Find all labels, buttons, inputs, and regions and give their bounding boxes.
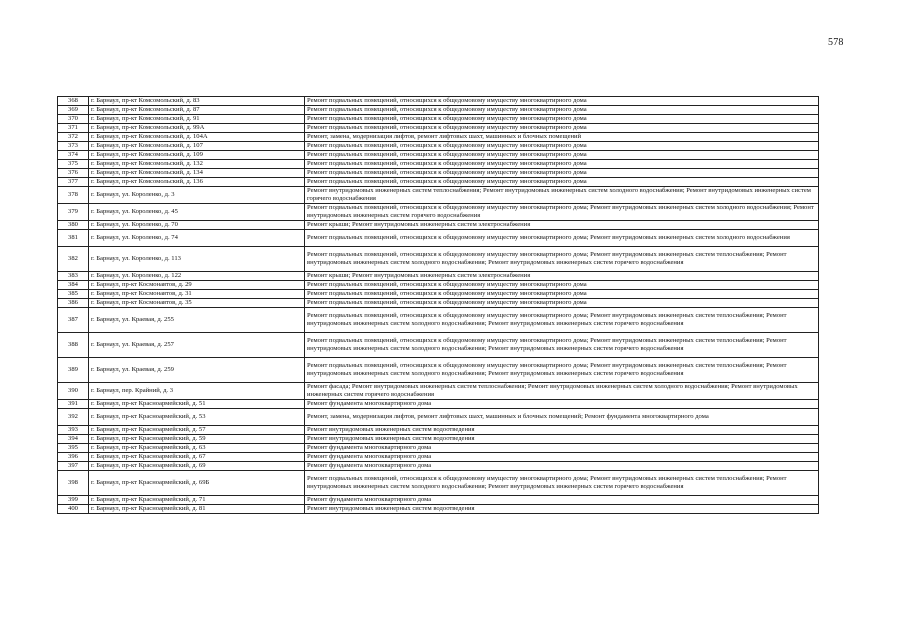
table-row [58, 169, 819, 178]
row-number: 375 [58, 160, 89, 169]
row-number: 372 [58, 133, 89, 142]
row-address: г. Барнаул, пр-кт Космонавтов, д. 35 [89, 299, 305, 308]
row-address: г. Барнаул, пр-кт Космонавтов, д. 29 [89, 281, 305, 290]
row-address: г. Барнаул, пр-кт Красноармейский, д. 69 [89, 462, 305, 471]
row-work-types: Ремонт подвальных помещений, относящихся к общедомовому имуществу многоквартирного дома; Ремонт внутридомовых инженерных систем теплоснабжения; Ремонт внутридомовых инженерных систем холодного водоснабжения; Ремонт внутридомовых инженерных систем горячего водоснабжения [305, 333, 819, 358]
row-work-types: Ремонт, замена, модернизация лифтов, ремонт лифтовых шахт, машинных и блочных помещений; Ремонт фундамента многоквартирного дома [305, 409, 819, 426]
table-row [58, 462, 819, 471]
table-row [58, 106, 819, 115]
row-number: 385 [58, 290, 89, 299]
table-row [58, 204, 819, 221]
table-row [58, 435, 819, 444]
row-work-types: Ремонт подвальных помещений, относящихся к общедомовому имуществу многоквартирного дома [305, 178, 819, 187]
table-row [58, 247, 819, 272]
row-work-types: Ремонт фундамента многоквартирного дома [305, 444, 819, 453]
row-number: 380 [58, 221, 89, 230]
repair-program-table [57, 96, 819, 514]
table-row [58, 272, 819, 281]
row-number: 387 [58, 308, 89, 333]
table-row [58, 124, 819, 133]
row-number: 384 [58, 281, 89, 290]
row-number: 391 [58, 400, 89, 409]
row-work-types: Ремонт фундамента многоквартирного дома [305, 496, 819, 505]
row-number: 400 [58, 505, 89, 514]
table-row [58, 383, 819, 400]
row-address: г. Барнаул, пр-кт Красноармейский, д. 53 [89, 409, 305, 426]
row-number: 396 [58, 453, 89, 462]
row-number: 390 [58, 383, 89, 400]
table-row [58, 221, 819, 230]
row-work-types: Ремонт подвальных помещений, относящихся к общедомовому имуществу многоквартирного дома; Ремонт внутридомовых инженерных систем теплоснабжения; Ремонт внутридомовых инженерных систем холодного водоснабжения; Ремонт внутридомовых инженерных систем горячего водоснабжения [305, 471, 819, 496]
row-address: г. Барнаул, пр-кт Красноармейский, д. 81 [89, 505, 305, 514]
row-address: г. Барнаул, ул. Короленко, д. 113 [89, 247, 305, 272]
row-address: г. Барнаул, пр-кт Комсомольский, д. 83 [89, 97, 305, 106]
row-work-types: Ремонт внутридомовых инженерных систем теплоснабжения; Ремонт внутридомовых инженерных систем холодного водоснабжения; Ремонт внутридомовых инженерных систем горячего водоснабжения [305, 187, 819, 204]
row-work-types: Ремонт фундамента многоквартирного дома [305, 453, 819, 462]
row-address: г. Барнаул, пр-кт Комсомольский, д. 104А [89, 133, 305, 142]
table-row [58, 142, 819, 151]
row-work-types: Ремонт подвальных помещений, относящихся к общедомовому имуществу многоквартирного дома; Ремонт внутридомовых инженерных систем холодного водоснабжения; Ремонт внутридомовых инженерных систем горячего водоснабжения [305, 204, 819, 221]
table-row [58, 178, 819, 187]
row-number: 378 [58, 187, 89, 204]
row-address: г. Барнаул, пр-кт Комсомольский, д. 87 [89, 106, 305, 115]
row-work-types: Ремонт, замена, модернизация лифтов, ремонт лифтовых шахт, машинных и блочных помещений [305, 133, 819, 142]
row-work-types: Ремонт крыши; Ремонт внутридомовых инженерных систем электроснабжения [305, 272, 819, 281]
row-address: г. Барнаул, пр-кт Комсомольский, д. 99А [89, 124, 305, 133]
table-body [58, 97, 819, 514]
row-address: г. Барнаул, пр-кт Космонавтов, д. 31 [89, 290, 305, 299]
row-number: 398 [58, 471, 89, 496]
table-row [58, 426, 819, 435]
row-work-types: Ремонт подвальных помещений, относящихся к общедомовому имуществу многоквартирного дома; Ремонт внутридомовых инженерных систем холодного водоснабжения [305, 230, 819, 247]
row-number: 394 [58, 435, 89, 444]
table-row [58, 299, 819, 308]
row-number: 374 [58, 151, 89, 160]
row-address: г. Барнаул, пр-кт Красноармейский, д. 63 [89, 444, 305, 453]
row-work-types: Ремонт подвальных помещений, относящихся к общедомовому имуществу многоквартирного дома [305, 115, 819, 124]
row-work-types: Ремонт подвальных помещений, относящихся к общедомовому имуществу многоквартирного дома [305, 290, 819, 299]
row-address: г. Барнаул, ул. Краевая, д. 259 [89, 358, 305, 383]
row-number: 371 [58, 124, 89, 133]
row-address: г. Барнаул, пр-кт Комсомольский, д. 136 [89, 178, 305, 187]
table-row [58, 97, 819, 106]
table-row [58, 308, 819, 333]
row-address: г. Барнаул, пер. Крайний, д. 3 [89, 383, 305, 400]
row-work-types: Ремонт подвальных помещений, относящихся к общедомовому имуществу многоквартирного дома; Ремонт внутридомовых инженерных систем теплоснабжения; Ремонт внутридомовых инженерных систем холодного водоснабжения; Ремонт внутридомовых инженерных систем горячего водоснабжения [305, 308, 819, 333]
row-number: 399 [58, 496, 89, 505]
table-row [58, 444, 819, 453]
row-address: г. Барнаул, ул. Короленко, д. 122 [89, 272, 305, 281]
table-row [58, 358, 819, 383]
row-work-types: Ремонт фасада; Ремонт внутридомовых инженерных систем теплоснабжения; Ремонт внутридомовых инженерных систем холодного водоснабжения; Ремонт внутридомовых инженерных систем горячего водоснабжения [305, 383, 819, 400]
table-row [58, 115, 819, 124]
row-address: г. Барнаул, пр-кт Красноармейский, д. 57 [89, 426, 305, 435]
row-work-types: Ремонт фундамента многоквартирного дома [305, 462, 819, 471]
row-number: 370 [58, 115, 89, 124]
row-address: г. Барнаул, ул. Короленко, д. 45 [89, 204, 305, 221]
row-number: 376 [58, 169, 89, 178]
row-number: 397 [58, 462, 89, 471]
table-row [58, 409, 819, 426]
row-work-types: Ремонт подвальных помещений, относящихся к общедомовому имуществу многоквартирного дома [305, 151, 819, 160]
row-work-types: Ремонт подвальных помещений, относящихся к общедомовому имуществу многоквартирного дома [305, 169, 819, 178]
row-address: г. Барнаул, ул. Краевая, д. 257 [89, 333, 305, 358]
row-address: г. Барнаул, ул. Короленко, д. 74 [89, 230, 305, 247]
table-row [58, 453, 819, 462]
table-row [58, 230, 819, 247]
row-address: г. Барнаул, пр-кт Комсомольский, д. 107 [89, 142, 305, 151]
table-row [58, 187, 819, 204]
row-number: 389 [58, 358, 89, 383]
table-row [58, 400, 819, 409]
row-address: г. Барнаул, пр-кт Красноармейский, д. 51 [89, 400, 305, 409]
row-work-types: Ремонт подвальных помещений, относящихся к общедомовому имуществу многоквартирного дома [305, 281, 819, 290]
row-work-types: Ремонт подвальных помещений, относящихся к общедомовому имуществу многоквартирного дома [305, 97, 819, 106]
row-number: 395 [58, 444, 89, 453]
row-number: 373 [58, 142, 89, 151]
row-number: 393 [58, 426, 89, 435]
row-address: г. Барнаул, ул. Короленко, д. 3 [89, 187, 305, 204]
row-number: 381 [58, 230, 89, 247]
row-number: 369 [58, 106, 89, 115]
row-work-types: Ремонт внутридомовых инженерных систем водоотведения [305, 435, 819, 444]
row-address: г. Барнаул, пр-кт Комсомольский, д. 132 [89, 160, 305, 169]
row-work-types: Ремонт подвальных помещений, относящихся к общедомовому имуществу многоквартирного дома; Ремонт внутридомовых инженерных систем теплоснабжения; Ремонт внутридомовых инженерных систем холодного водоснабжения; Ремонт внутридомовых инженерных систем горячего водоснабжения [305, 358, 819, 383]
row-work-types: Ремонт фундамента многоквартирного дома [305, 400, 819, 409]
table-row [58, 290, 819, 299]
row-address: г. Барнаул, пр-кт Красноармейский, д. 71 [89, 496, 305, 505]
row-number: 392 [58, 409, 89, 426]
page-number: 578 [828, 37, 844, 48]
row-work-types: Ремонт подвальных помещений, относящихся к общедомовому имуществу многоквартирного дома [305, 124, 819, 133]
row-address: г. Барнаул, пр-кт Комсомольский, д. 109 [89, 151, 305, 160]
table-row [58, 151, 819, 160]
row-work-types: Ремонт подвальных помещений, относящихся к общедомовому имуществу многоквартирного дома [305, 106, 819, 115]
row-number: 383 [58, 272, 89, 281]
row-address: г. Барнаул, ул. Краевая, д. 255 [89, 308, 305, 333]
table-row [58, 160, 819, 169]
row-work-types: Ремонт крыши; Ремонт внутридомовых инженерных систем электроснабжения [305, 221, 819, 230]
row-work-types: Ремонт подвальных помещений, относящихся к общедомовому имуществу многоквартирного дома [305, 299, 819, 308]
row-number: 388 [58, 333, 89, 358]
table-row [58, 333, 819, 358]
table-row [58, 505, 819, 514]
row-address: г. Барнаул, пр-кт Красноармейский, д. 69Б [89, 471, 305, 496]
row-number: 382 [58, 247, 89, 272]
row-work-types: Ремонт внутридомовых инженерных систем водоотведения [305, 505, 819, 514]
row-work-types: Ремонт внутридомовых инженерных систем водоотведения [305, 426, 819, 435]
row-number: 368 [58, 97, 89, 106]
table-row [58, 496, 819, 505]
row-work-types: Ремонт подвальных помещений, относящихся к общедомовому имуществу многоквартирного дома [305, 160, 819, 169]
row-work-types: Ремонт подвальных помещений, относящихся к общедомовому имуществу многоквартирного дома; Ремонт внутридомовых инженерных систем теплоснабжения; Ремонт внутридомовых инженерных систем холодного водоснабжения; Ремонт внутридомовых инженерных систем горячего водоснабжения [305, 247, 819, 272]
table-row [58, 471, 819, 496]
table-row [58, 281, 819, 290]
row-address: г. Барнаул, пр-кт Комсомольский, д. 134 [89, 169, 305, 178]
row-address: г. Барнаул, ул. Короленко, д. 70 [89, 221, 305, 230]
row-address: г. Барнаул, пр-кт Красноармейский, д. 59 [89, 435, 305, 444]
row-number: 386 [58, 299, 89, 308]
row-address: г. Барнаул, пр-кт Комсомольский, д. 91 [89, 115, 305, 124]
row-work-types: Ремонт подвальных помещений, относящихся к общедомовому имуществу многоквартирного дома [305, 142, 819, 151]
row-address: г. Барнаул, пр-кт Красноармейский, д. 67 [89, 453, 305, 462]
table-row [58, 133, 819, 142]
row-number: 379 [58, 204, 89, 221]
row-number: 377 [58, 178, 89, 187]
